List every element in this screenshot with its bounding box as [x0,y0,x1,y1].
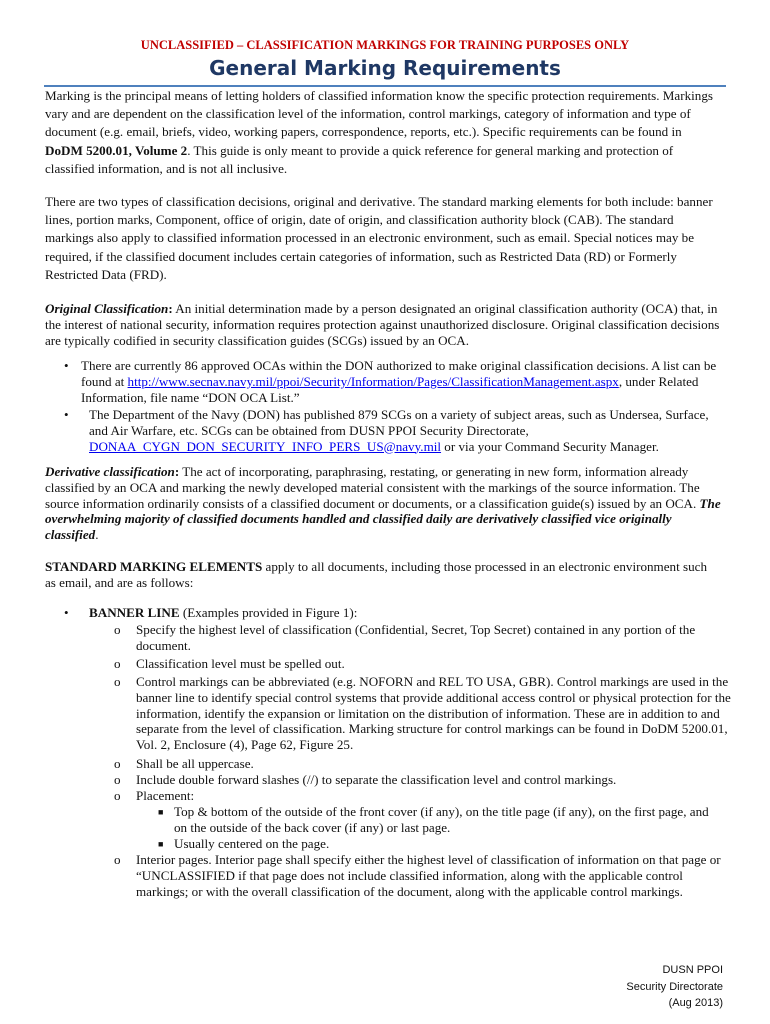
page-footer [626,962,723,1012]
oca-list-link[interactable]: http://www.secnav.navy.mil/ppoi/Security/Information/Pages/ClassificationManagement.aspx [127,373,619,389]
banner-item: Specify the highest level of classification (Confidential, Secret, Top Secret) contained in any portion of the document. [136,622,696,653]
banner-item-placement: Placement: [136,788,195,803]
bullet-icon: • [64,358,69,373]
page-title: General Marking Requirements [209,56,561,80]
footer-org: DUSN PPOI [662,964,723,976]
hollow-bullet-icon: o [114,788,121,803]
standard-marking-paragraph: STANDARD MARKING ELEMENTS apply to all documents, including those processed in an electronic environment such as email, and are as follows: [45,559,707,590]
intro-text: Marking is the principal means of letting holders of classified information know the specific protection requirements. Markings vary and are dependent on the classification level of the information, control markings, category of information and type of document (e.g. email, briefs, video, working papers, correspondence, reports, etc.). Specific requirements can be found in [45,88,713,140]
original-classification-label: Original Classification [45,301,169,316]
hollow-bullet-icon: o [114,772,121,787]
footer-directorate: Security Directorate [626,980,723,993]
derivative-classification-label: Derivative classification [45,464,175,479]
banner-item: Shall be all uppercase. [136,756,254,771]
banner-item: Control markings can be abbreviated (e.g. NOFORN and REL TO USA, GBR). Control markings are used in the banner line to identify special control systems that provide additional access control or physical protection for the information, identify the expansion or limitation on the distribution of information. These are in addition to and separate from the level of classification. Marking structure for control markings can be found in DoDM 5200.01, Vol. 2, Enclosure (4), Page 62, Figure 25. [136,674,731,753]
hollow-bullet-icon: o [114,674,121,689]
placement-item: Usually centered on the page. [174,836,330,851]
banner-item: Classification level must be spelled out. [136,656,345,671]
security-email-link[interactable]: DONAA_CYGN_DON_SECURITY_INFO_PERS_US@navy.mil [89,438,442,454]
banner-item: Interior pages. Interior page shall specify either the highest level of classification of information on that page or “UNCLASSIFIED if that page does not include classified information, along with the applicable control markings; or with the overall classification of the document, along with the applicable control markings. [136,852,721,899]
intro-paragraph-2: There are two types of classification decisions, original and derivative. The standard marking elements for both include: banner lines, portion marks, Component, office of origin, date of origin, and classification authority block (CAB). The standard markings also apply to classified information processed in an electronic environment, such as email. Special notices may be required, if the classified document includes certain categories of information, such as Restricted Data (RD) or Formerly Restricted Data (FRD). [45,194,713,282]
banner-item: Include double forward slashes (//) to separate the classification level and control markings. [136,772,617,787]
intro-paragraph-1 [45,87,721,178]
square-bullet-icon: ■ [158,839,164,849]
hollow-bullet-icon: o [114,756,121,771]
intro-text-end: . This guide is only meant to provide a quick reference for general marking and protection of classified information, and is not all inclusive. [45,142,674,176]
original-classification-paragraph: Original Classification: An initial determination made by a person designated an original classification authority (OCA) that, in the interest of national security, information requires protection against unauthorized disclosure. Original classification decisions are typically codified in security classification guides (SCGs) issued by an OCA. [45,301,720,348]
hollow-bullet-icon: o [114,622,121,637]
placement-item: Top & bottom of the outside of the front cover (if any), on the title page (if any), on the first page, and on the outside of the back cover (if any) or last page. [174,804,709,835]
hollow-bullet-icon: o [114,656,121,671]
scg-bullet: The Department of the Navy (DON) has published 879 SCGs on a variety of subject areas, such as Undersea, Surface, and Air Warfare, etc. SCGs can be obtained from DUSN PPOI Security Directorate, DONAA_CYGN_DON_SECURITY_INFO_PERS_US@navy.mil or via your Command Security Manager. [89,407,709,454]
derivative-emphasis: The overwhelming majority of classified documents handled and classified daily are derivatively classified vice originally classified [45,495,721,543]
dodm-reference: DoDM 5200.01, Volume 2 [45,142,188,158]
original-classification-text: An initial determination made by a person designated an original classification authority (OCA) that, in the interest of national security, information requires protection against unauthorized disclosure. Original classification decisions are typically codified in security classification guides (SCGs) issued by an OCA. [45,301,720,348]
footer-date: (Aug 2013) [668,997,723,1009]
hollow-bullet-icon: o [114,852,121,867]
banner-line-heading: BANNER LINE (Examples provided in Figure 1): [89,605,358,620]
square-bullet-icon: ■ [158,807,164,817]
bullet-icon: • [64,605,69,620]
standard-marking-label: STANDARD MARKING ELEMENTS [45,559,263,574]
derivative-classification-paragraph: Derivative classification: The act of incorporating, paraphrasing, restating, or generating in new form, information already classified by an OCA and marking the newly developed material consistent with the markings of the source information. The source information ordinarily consists of a classified document or documents, or a classification guide(s) issued by an OCA. The overwhelming majority of classified documents handled and classified daily are derivatively classified vice originally classified. [45,464,721,543]
classification-banner: UNCLASSIFIED – CLASSIFICATION MARKINGS FOR TRAINING PURPOSES ONLY [140,38,630,52]
bullet-icon: • [64,407,69,422]
oca-list-bullet: There are currently 86 approved OCAs within the DON authorized to make original classification decisions. A list can be found at http://www.secnav.navy.mil/ppoi/Security/Information/Pages/ClassificationManagement.aspx, under Related Information, file name “DON OCA List.” [81,358,717,405]
